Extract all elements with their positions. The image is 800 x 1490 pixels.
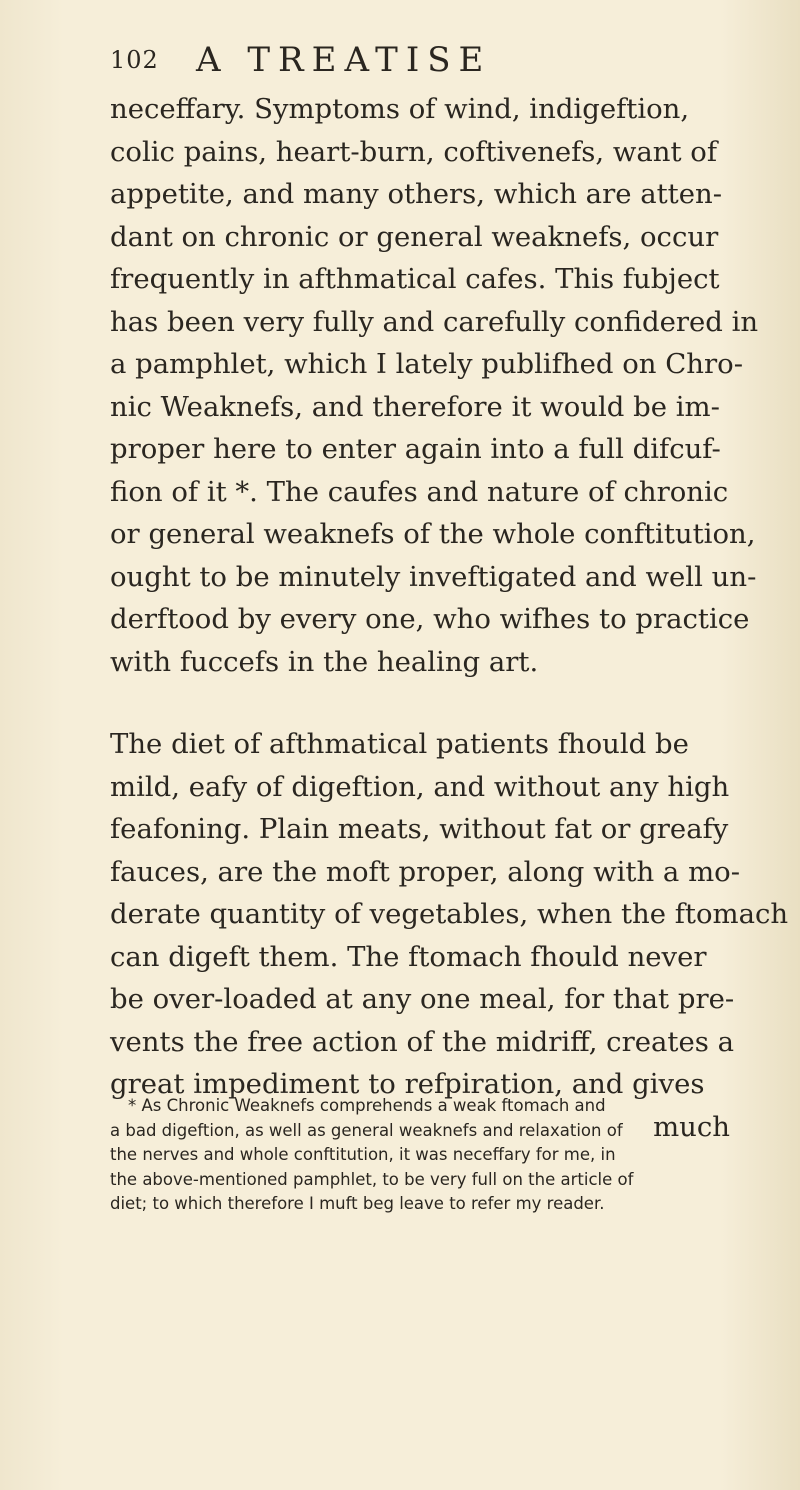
text-line: vents the free action of the midriff, creates a <box>110 1025 734 1058</box>
footnote-line: * As Chronic Weaknefs comprehends a weak ftomach and <box>128 1096 606 1115</box>
paragraph-2 <box>110 723 789 1148</box>
text-line: or general weaknefs of the whole conftitution, <box>110 518 756 550</box>
text-line: colic pains, heart-burn, coftivenefs, want of <box>110 135 718 168</box>
text-line: ought to be minutely inveftigated and well un- <box>110 560 757 593</box>
text-line: proper here to enter again into a full difcuf- <box>110 433 721 465</box>
footnote-line: a bad digeftion, as well as general weaknefs and relaxation of <box>110 1120 623 1140</box>
text-line: dant on chronic or general weaknefs, occur <box>110 220 719 253</box>
text-line: frequently in afthmatical cafes. This fubject <box>110 263 720 295</box>
running-title: A TREATISE <box>196 40 492 80</box>
body-text <box>110 88 789 1148</box>
footnote-line: diet; to which therefore I muft beg leave to refer my reader. <box>110 1194 605 1213</box>
paragraph-gap <box>110 683 730 723</box>
text-line: feafoning. Plain meats, without fat or greafy <box>110 813 729 845</box>
text-line: The diet of afthmatical patients fhould be <box>110 728 689 760</box>
text-line: great impediment to refpiration, and gives <box>110 1068 705 1100</box>
text-line: can digeft them. The ftomach fhould never <box>110 940 707 973</box>
catchword: much <box>653 1110 730 1143</box>
text-line: neceffary. Symptoms of wind, indigeftion, <box>110 93 690 125</box>
text-line: a pamphlet, which I lately publifhed on Chro- <box>110 348 743 380</box>
footnote-line: the nerves and whole conftitution, it was neceffary for me, in <box>110 1145 616 1164</box>
text-line: with fuccefs in the healing art. <box>110 645 539 678</box>
text-line: nic Weaknefs, and therefore it would be im- <box>110 390 720 423</box>
text-line: appetite, and many others, which are atten- <box>110 178 723 210</box>
page-header <box>110 40 730 84</box>
text-line: be over-loaded at any one meal, for that pre- <box>110 983 735 1015</box>
text-line: mild, eafy of digeftion, and without any high <box>110 770 730 803</box>
text-line: derate quantity of vegetables, when the ftomach <box>110 898 789 930</box>
text-line: has been very fully and carefully confidered in <box>110 305 759 338</box>
footnote <box>110 1094 730 1217</box>
text-line: fion of it *. The caufes and nature of chronic <box>110 475 729 508</box>
paragraph-1 <box>110 88 759 683</box>
text-line: derftood by every one, who wifhes to practice <box>110 603 750 635</box>
footnote-line: the above-mentioned pamphlet, to be very full on the article of <box>110 1169 634 1189</box>
page-number: 102 <box>110 46 159 74</box>
text-line: fauces, are the moft proper, along with a mo- <box>110 855 740 888</box>
